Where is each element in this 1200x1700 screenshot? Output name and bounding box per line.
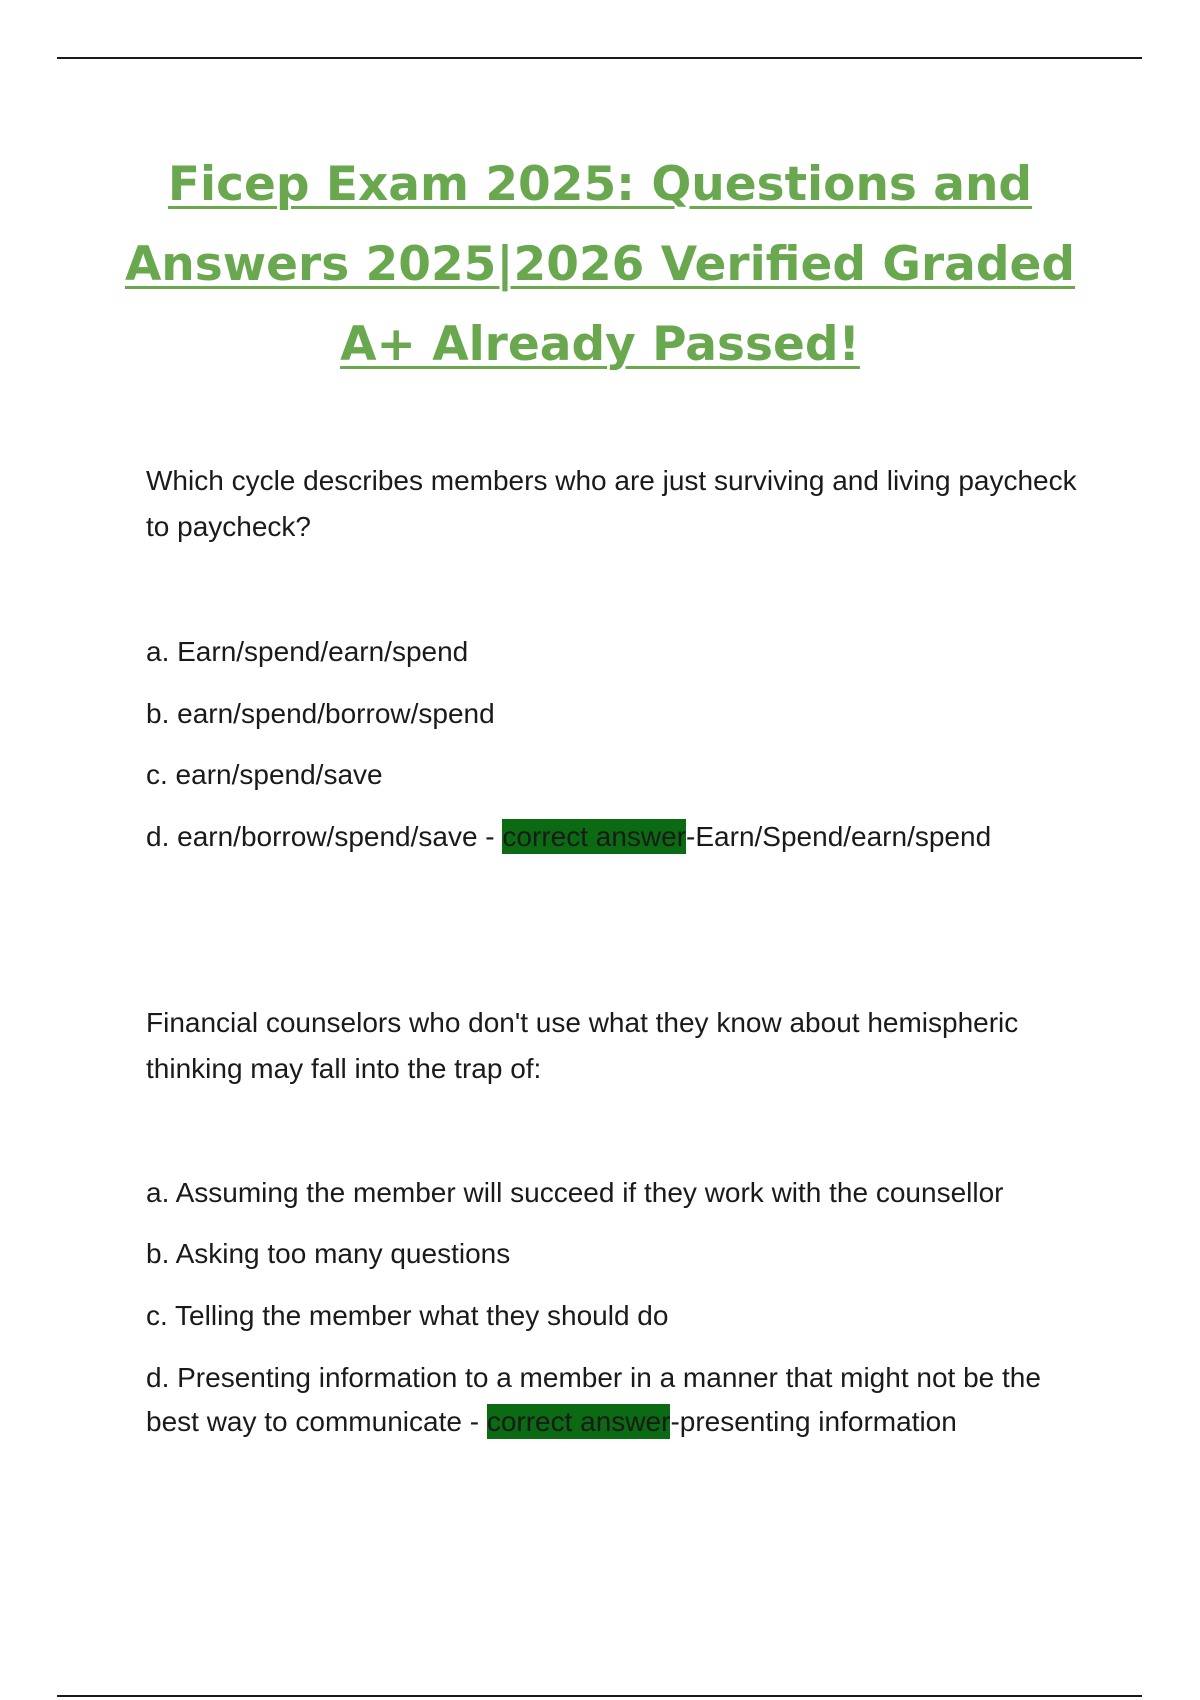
- top-divider: [57, 57, 1142, 59]
- question-1-option-d-text: d. earn/borrow/spend/save -: [146, 821, 503, 852]
- question-2-option-b: b. Asking too many questions: [146, 1238, 511, 1269]
- question-1-answer-text: -Earn/Spend/earn/spend: [686, 821, 992, 852]
- question-2-option-d-text: d. Presenting information to a member in a manner that might not be the best way to communicate -: [146, 1362, 1041, 1437]
- correct-answer-marker: correct answer: [486, 1406, 671, 1437]
- question-2-option-d: [146, 1356, 1086, 1444]
- document-title: [120, 145, 1080, 385]
- question-2-text: Financial counselors who don't use what they know about hemispheric thinking may fall into the trap of:: [146, 1007, 1019, 1084]
- question-1-option-c: c. earn/spend/save: [146, 759, 383, 790]
- question-1-option-b: b. earn/spend/borrow/spend: [146, 698, 495, 729]
- question-1-option-a: a. Earn/spend/earn/spend: [146, 636, 469, 667]
- question-2-option-c: c. Telling the member what they should do: [146, 1300, 669, 1331]
- question-2-option-a: a. Assuming the member will succeed if they work with the counsellor: [146, 1177, 1004, 1208]
- question-2-answer-text: -presenting information: [670, 1406, 957, 1437]
- question-1-option-d: [146, 815, 1106, 859]
- bottom-divider: [57, 1695, 1142, 1697]
- correct-answer-marker: correct answer: [502, 821, 687, 852]
- document-title-text: Ficep Exam 2025: Questions and Answers 2025|2026 Verified Graded A+ Already Passed!: [124, 157, 1076, 372]
- question-1-text: Which cycle describes members who are just surviving and living paycheck to paycheck?: [146, 465, 1077, 542]
